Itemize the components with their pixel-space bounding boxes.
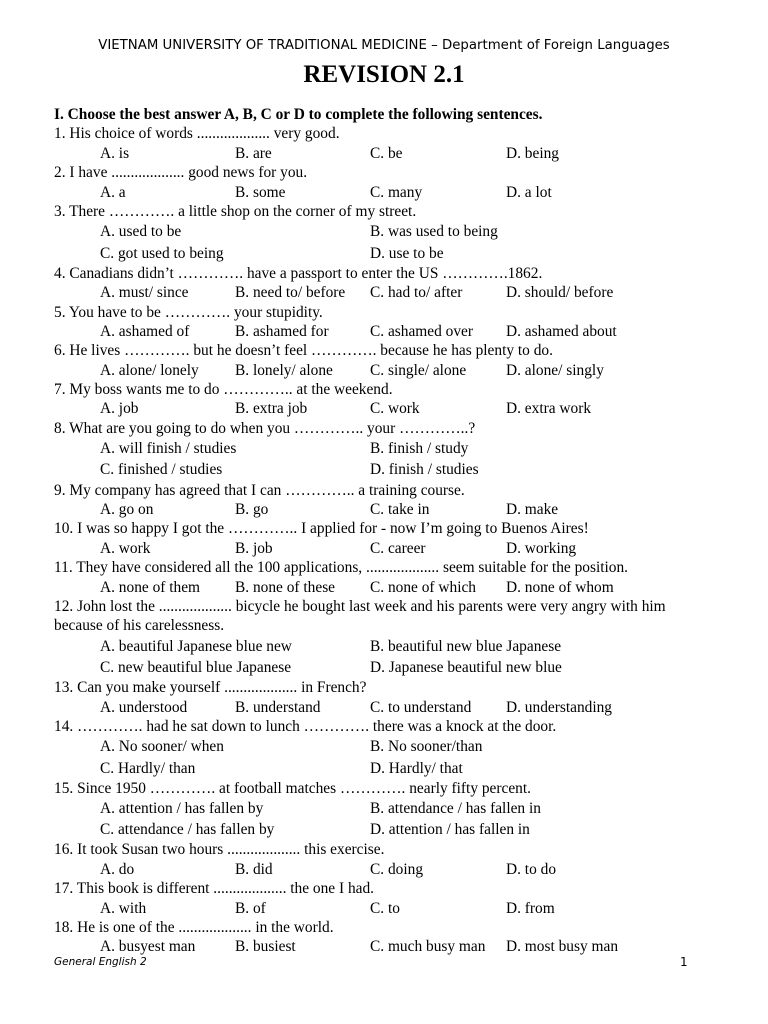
answer-option-a: A. job [100,400,139,418]
question-item [54,717,714,779]
answer-option-c: C. ashamed over [370,322,473,340]
answer-options-row [54,899,714,918]
question-item [54,202,714,264]
question-item [54,840,714,879]
question-stem: 5. You have to be …………. your stupidity. [54,303,323,321]
answer-option-a: A. go on [100,501,154,518]
answer-options-row [54,736,714,757]
exercise-content [54,105,714,957]
answer-option-a: A. none of them [100,578,201,596]
answer-options-row [54,221,714,242]
answer-option-c: C. career [370,539,426,557]
answer-option-c: C. doing [370,860,424,878]
answer-option-c: C. Hardly/ than [100,759,196,777]
answer-option-b: B. No sooner/than [370,738,483,756]
question-stem: 12. John lost the ................... bicycle he bought last week and his parents were very angry with him because of his carelessness. [54,597,666,635]
answer-options-row [54,758,714,779]
answer-option-c: C. to [370,899,400,917]
question-item [54,918,714,957]
answer-option-b: B. job [235,539,273,557]
answer-options-row [54,322,714,341]
answer-options-row [54,459,714,480]
answer-option-c: C. many [370,183,423,201]
question-stem: 11. They have considered all the 100 applications, ................... seem suitable for the position. [54,559,629,577]
answer-option-d: D. to do [506,860,557,878]
answer-option-a: A. do [100,860,135,878]
question-stem: 4. Canadians didn’t …………. have a passport to enter the US ………….1862. [54,264,543,282]
question-stem: 10. I was so happy I got the ………….. I applied for - now I’m going to Buenos Aires! [54,520,589,538]
answer-option-a: A. is [100,144,130,162]
question-stem: 16. It took Susan two hours ................... this exercise. [54,841,385,859]
question-item [54,879,714,918]
question-stem: 17. This book is different ................... the one I had. [54,880,375,898]
question-item [54,519,714,558]
answer-option-a: A. busyest man [100,938,196,956]
question-stem: 18. He is one of the ................... in the world. [54,919,334,937]
footer-page-number: 1 [680,955,688,969]
answer-option-a: A. a [100,183,126,201]
answer-option-d: D. extra work [506,400,592,418]
question-item [54,341,714,380]
footer-course-name: General English 2 [54,956,147,968]
question-stem: 1. His choice of words ................... very good. [54,125,340,143]
answer-option-c: C. had to/ after [370,284,463,302]
answer-option-d: D. alone/ singly [506,361,604,379]
answer-option-b: B. need to/ before [235,284,346,302]
answer-option-d: D. Japanese beautiful new blue [370,658,562,676]
answer-options-row [54,399,714,418]
institution-header: VIETNAM UNIVERSITY OF TRADITIONAL MEDICINE – Department of Foreign Languages [98,38,670,53]
answer-option-c: C. much busy man [370,938,486,956]
answer-option-b: B. did [235,860,273,878]
answer-option-c: C. single/ alone [370,361,467,379]
page-title: REVISION 2.1 [303,61,465,88]
answer-option-d: D. Hardly/ that [370,759,463,777]
question-item [54,163,714,202]
answer-options-row [54,500,714,519]
question-item [54,481,714,520]
answer-option-c: C. new beautiful blue Japanese [100,658,292,676]
answer-options-row [54,698,714,717]
question-item [54,264,714,303]
answer-option-a: A. with [100,899,147,917]
question-item [54,779,714,841]
question-item [54,124,714,163]
answer-options-row [54,819,714,840]
question-stem: 2. I have ................... good news for you. [54,164,308,182]
answer-option-d: D. understanding [506,698,613,716]
answer-option-b: B. lonely/ alone [235,361,333,379]
answer-options-row [54,636,714,657]
answer-options-row [54,860,714,879]
answer-option-d: D. most busy man [506,938,619,956]
answer-option-d: D. attention / has fallen in [370,821,530,839]
question-item [54,597,714,678]
answer-option-d: D. a lot [506,183,552,201]
question-stem: 15. Since 1950 …………. at football matches …………. nearly fifty percent. [54,779,531,797]
question-stem: 13. Can you make yourself ................... in French? [54,679,367,697]
answer-option-c: C. to understand [370,698,472,716]
question-item [54,678,714,717]
answer-option-d: D. use to be [370,244,444,262]
answer-option-a: A. beautiful Japanese blue new [100,637,292,655]
answer-option-b: B. beautiful new blue Japanese [370,637,562,655]
answer-option-b: B. some [235,183,286,201]
answer-option-b: B. none of these [235,578,336,596]
answer-options-row [54,937,714,956]
answer-option-a: A. ashamed of [100,322,190,340]
answer-option-d: D. finish / studies [370,461,479,479]
answer-option-c: C. be [370,144,403,162]
answer-option-c: C. attendance / has fallen by [100,821,275,839]
question-stem: 9. My company has agreed that I can ………….. a training course. [54,481,465,499]
answer-option-c: C. work [370,400,420,418]
answer-option-c: C. none of which [370,578,477,596]
answer-option-a: A. used to be [100,223,182,241]
answer-options-row [54,243,714,264]
answer-option-b: B. are [235,144,272,162]
answer-option-b: B. finish / study [370,440,469,458]
answer-options-row [54,183,714,202]
answer-option-a: A. understood [100,698,188,716]
answer-option-a: A. will finish / studies [100,440,237,458]
answer-option-d: D. none of whom [506,578,614,596]
question-stem: 3. There …………. a little shop on the corner of my street. [54,202,417,220]
answer-option-d: D. should/ before [506,284,614,302]
answer-options-row [54,144,714,163]
answer-option-a: A. work [100,539,151,557]
answer-option-c: C. got used to being [100,244,224,262]
question-stem: 14. …………. had he sat down to lunch …………. there was a knock at the door. [54,717,557,735]
question-item [54,303,714,342]
answer-option-a: A. No sooner/ when [100,738,224,756]
question-item [54,380,714,419]
answer-options-row [54,361,714,380]
question-stem: 8. What are you going to do when you ………….. your …………..? [54,419,476,437]
answer-option-d: D. from [506,899,555,917]
answer-option-d: D. ashamed about [506,322,617,340]
answer-option-b: B. of [235,899,266,917]
answer-option-d: D. make [506,501,559,518]
answer-option-a: A. alone/ lonely [100,361,199,379]
question-list [54,124,714,956]
answer-option-b: B. go [235,501,269,518]
question-stem: 7. My boss wants me to do ………….. at the weekend. [54,381,393,399]
answer-option-b: B. was used to being [370,223,498,241]
answer-options-row [54,438,714,459]
answer-options-row [54,539,714,558]
answer-option-b: B. understand [235,698,321,716]
answer-option-c: C. finished / studies [100,461,223,479]
answer-option-d: D. working [506,539,577,557]
answer-option-b: B. extra job [235,400,308,418]
answer-option-a: A. attention / has fallen by [100,800,264,818]
question-stem: 6. He lives …………. but he doesn’t feel …………. because he has plenty to do. [54,342,553,360]
answer-options-row [54,657,714,678]
answer-options-row [54,798,714,819]
answer-option-c: C. take in [370,501,430,518]
section-instruction: I. Choose the best answer A, B, C or D to complete the following sentences. [54,106,543,123]
answer-option-a: A. must/ since [100,284,189,302]
answer-option-b: B. attendance / has fallen in [370,800,541,818]
question-item [54,419,714,481]
answer-option-b: B. busiest [235,938,296,956]
answer-option-b: B. ashamed for [235,322,329,340]
question-item [54,558,714,597]
answer-options-row [54,283,714,302]
answer-options-row [54,578,714,597]
answer-option-d: D. being [506,144,560,162]
